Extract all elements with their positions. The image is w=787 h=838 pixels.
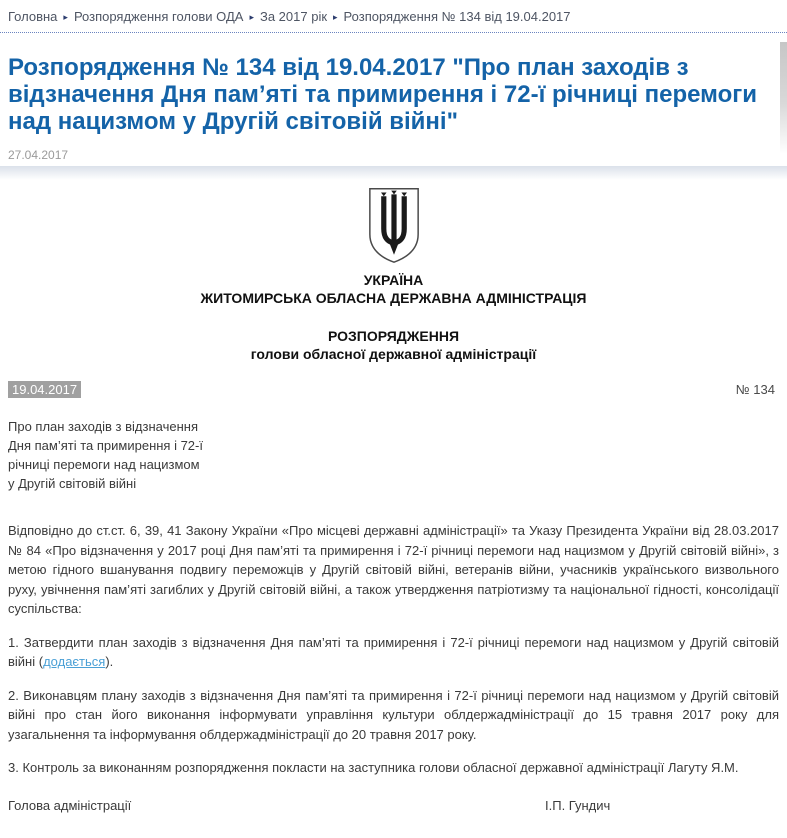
ukraine-coat-of-arms-icon: [366, 186, 422, 264]
signature-name: І.П. Гундич: [545, 797, 611, 813]
subject-line: Дня пам’яті та примирення і 72-ї: [8, 438, 203, 453]
item-2-paragraph: 2. Виконавцям плану заходів з відзначення Дня пам’яті та примирення і 72-ї річниці перемоги над нацизмом у Другій світовій війні про стан його виконання інформувати управління культури облдержадміністрації до 15 травня 2017 року для узагальнення та інформування облдержадміністрації до 20 травня 2017 року.: [8, 687, 779, 742]
document-date-highlighted: 19.04.2017: [8, 381, 81, 398]
page-title: Розпорядження № 134 від 19.04.2017 "Про план заходів з відзначення Дня пам’яті та примирення і 72-ї річниці перемоги над нацизмом у Другій світовій війні": [8, 54, 757, 135]
item-1-text: 1. Затвердити план заходів з відзначення Дня пам’яті та примирення і 72-ї річниці перемоги над нацизмом у Другій світовій війні (: [8, 634, 779, 669]
document-number: № 134: [735, 382, 775, 397]
document-type-subtitle: голови обласної державної адміністрації: [250, 346, 537, 362]
issuing-authority: [8, 271, 779, 307]
document-subject: [8, 417, 779, 493]
item-3-paragraph: 3. Контроль за виконанням розпорядження покласти на заступника голови обласної державної адміністрації Лагуту Я.М.: [8, 760, 739, 775]
emblem-container: [8, 186, 779, 269]
header-gradient-divider: [0, 166, 787, 180]
signature-row: [8, 798, 779, 813]
country-name: УКРАЇНА: [363, 272, 424, 288]
breadcrumb-item-current: Розпорядження № 134 від 19.04.2017: [343, 9, 571, 24]
page-edge-shadow: [780, 42, 787, 154]
item-1-text-after: ).: [105, 654, 114, 669]
subject-line: Про план заходів з відзначення: [8, 419, 198, 434]
document-body: [8, 186, 779, 813]
attachment-link[interactable]: додається: [43, 654, 106, 669]
item-1-paragraph: [8, 633, 779, 672]
document-date-number-row: [8, 381, 779, 398]
breadcrumb: [0, 0, 787, 33]
breadcrumb-arrow-icon: ▸: [333, 12, 338, 22]
published-date: 27.04.2017: [8, 148, 69, 162]
subject-line: річниці перемоги над нацизмом: [8, 457, 200, 472]
subject-line: у Другій світовій війні: [8, 476, 137, 491]
breadcrumb-arrow-icon: ▸: [63, 12, 68, 22]
breadcrumb-item-year-2017[interactable]: За 2017 рік: [259, 9, 328, 24]
breadcrumb-item-home[interactable]: Головна: [8, 9, 58, 24]
breadcrumb-arrow-icon: ▸: [249, 12, 254, 22]
document-type: РОЗПОРЯДЖЕННЯ: [327, 328, 460, 344]
signature-title: Голова адміністрації: [8, 797, 132, 813]
document-type-block: [8, 327, 779, 363]
breadcrumb-item-orders[interactable]: Розпорядження голови ОДА: [73, 9, 244, 24]
intro-paragraph: Відповідно до ст.ст. 6, 39, 41 Закону України «Про місцеві державні адміністрації» та Указу Президента України від 28.03.2017 № 84 «Про відзначення у 2017 році Дня пам’яті та примирення і 72-ї річниці перемоги над нацизмом у Другій світовій війні», з метою гідного вшанування подвигу переможців у Другій світовій війні, ветеранів війни, учасників українського визвольного руху, увічнення пам’яті загиблих у Другій світовій війні, а також утвердження патріотизму та національної гідності, консолідації суспільства:: [8, 523, 779, 616]
authority-name: ЖИТОМИРСЬКА ОБЛАСНА ДЕРЖАВНА АДМІНІСТРАЦІЯ: [200, 290, 587, 306]
